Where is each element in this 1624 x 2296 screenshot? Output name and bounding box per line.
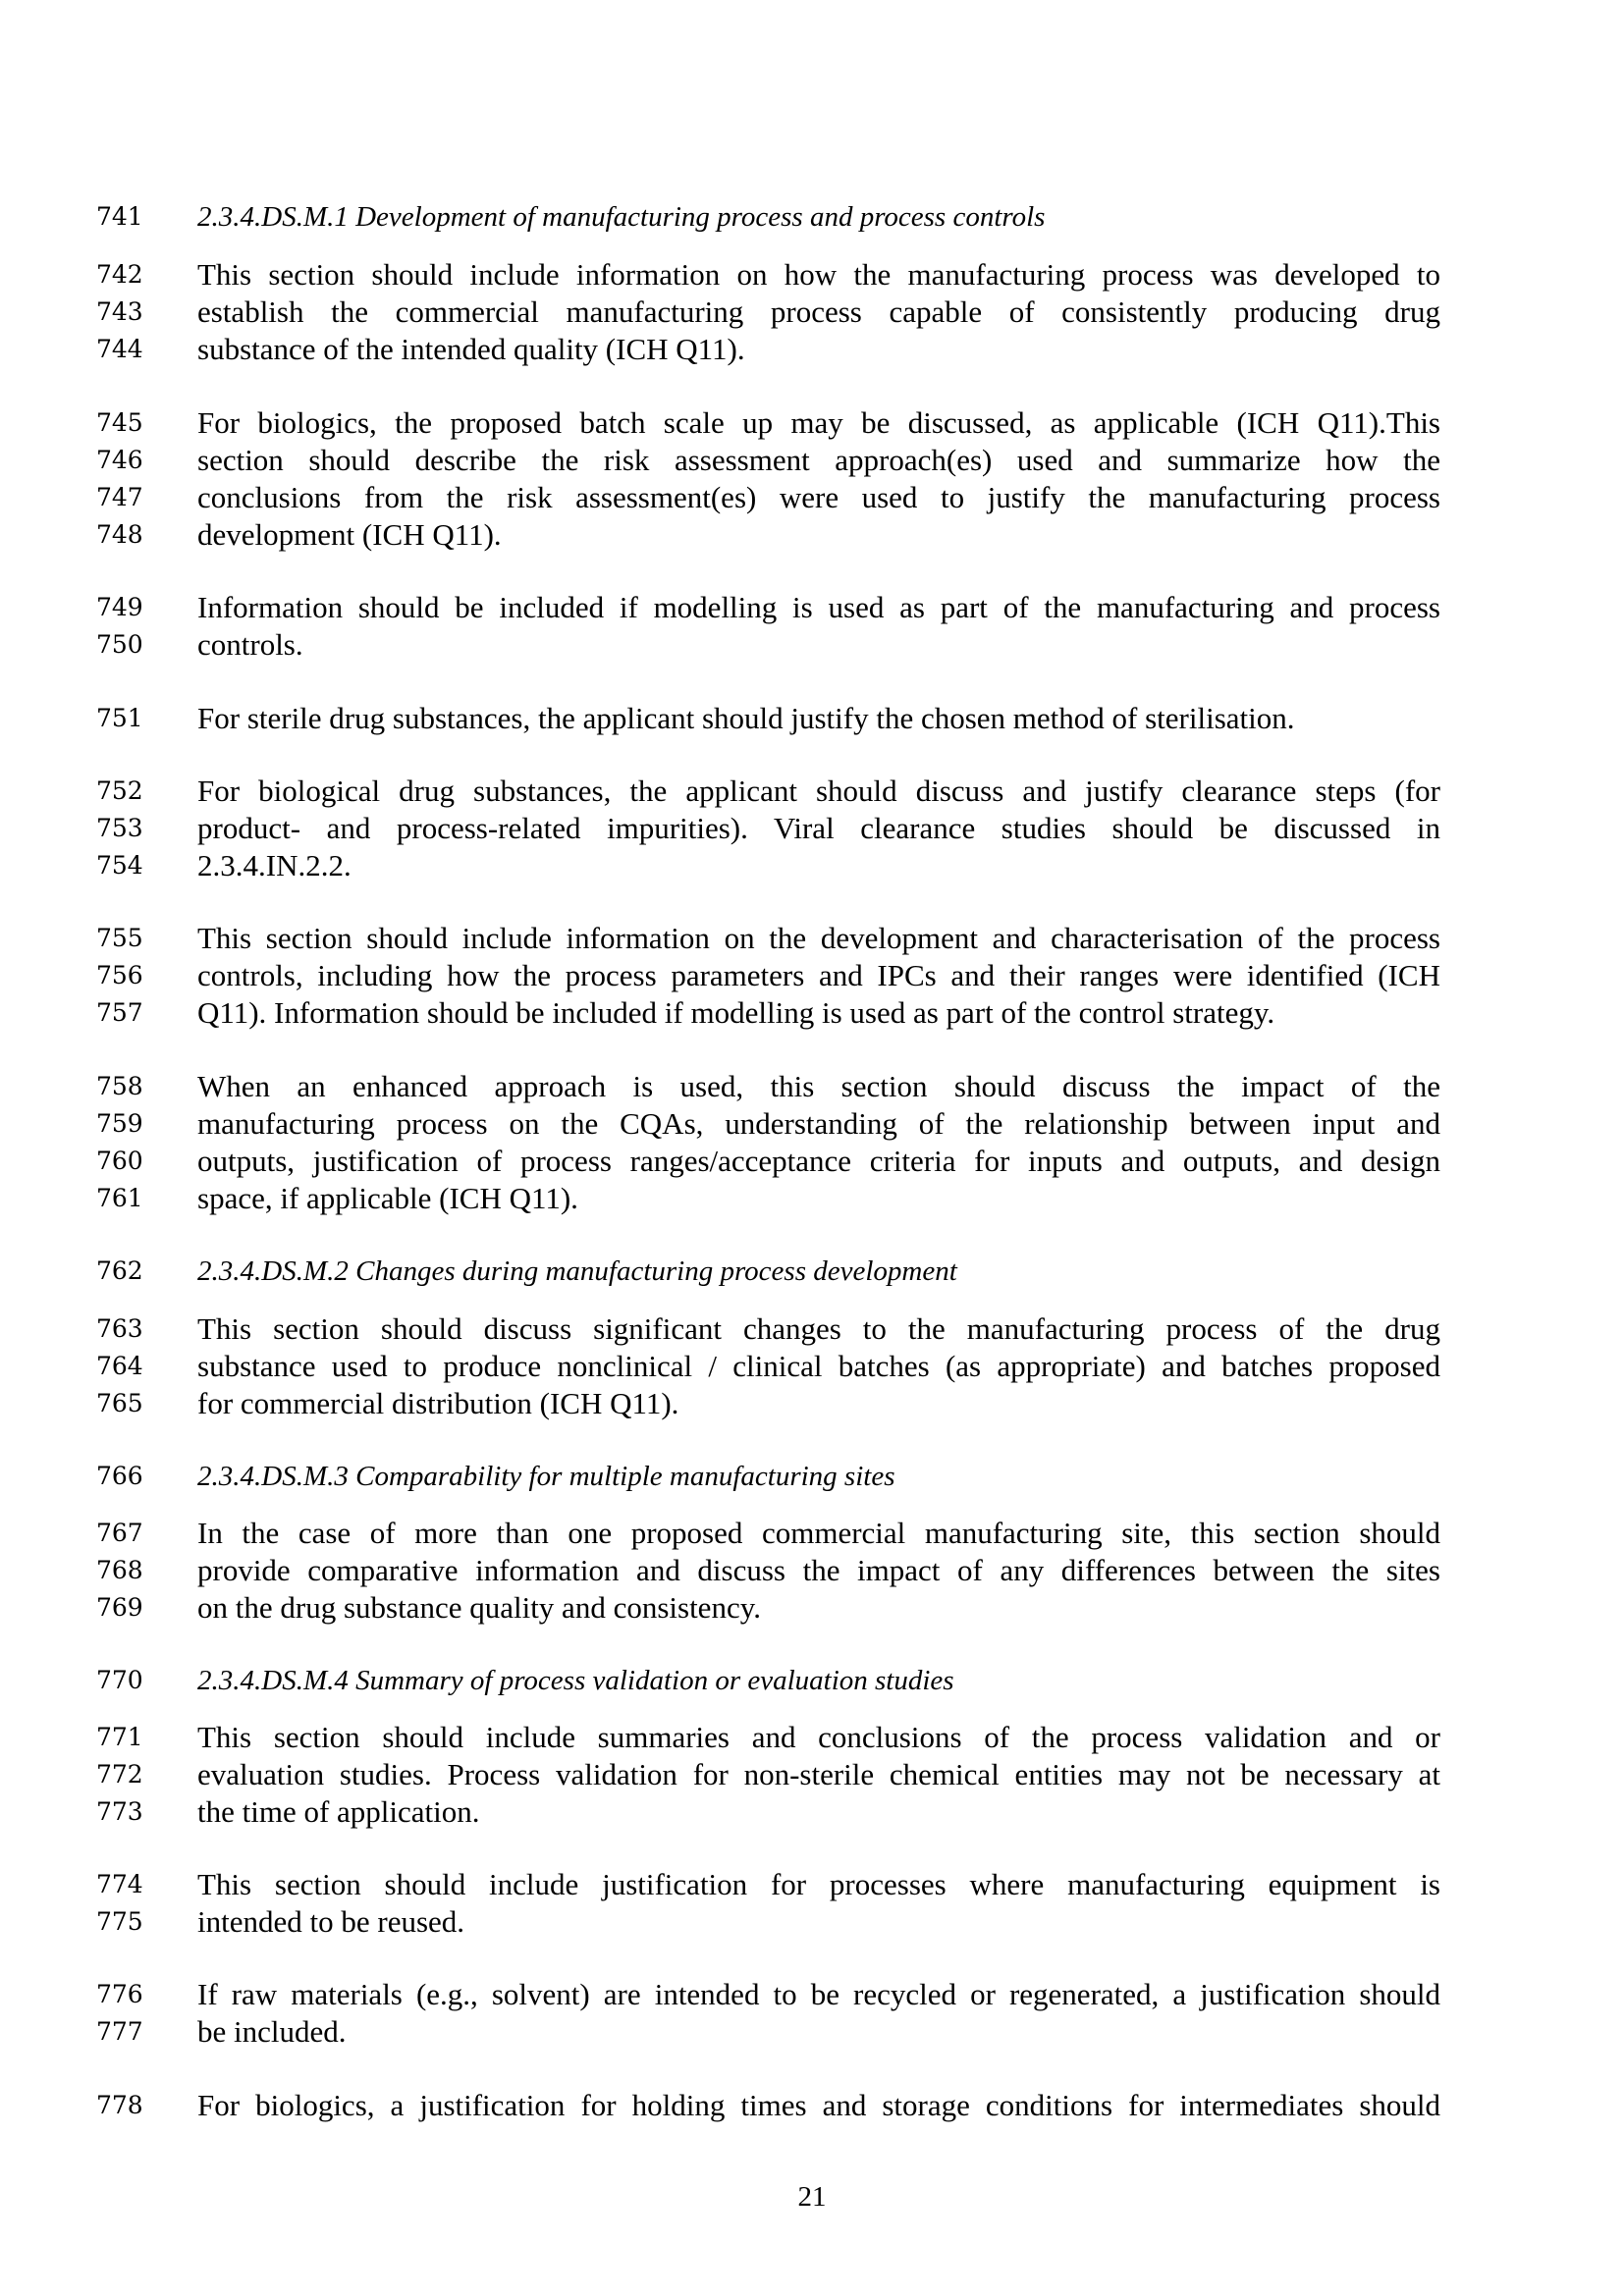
- line-number: 750: [96, 630, 143, 659]
- text-line: [0, 1310, 1624, 1348]
- paragraph-text: In the case of more than one proposed commercial manufacturing site, this section should: [197, 1516, 1440, 1550]
- line-number: 752: [96, 776, 143, 805]
- paragraph-text: outputs, justification of process ranges/acceptance criteria for inputs and outputs, and design: [197, 1144, 1440, 1178]
- paragraph-text: For sterile drug substances, the applicant should justify the chosen method of sterilisation.: [197, 701, 1295, 735]
- text-line: [0, 1866, 1624, 1903]
- paragraph-text: 2.3.4.IN.2.2.: [197, 848, 352, 882]
- text-line: [0, 294, 1624, 331]
- paragraph-text: establish the commercial manufacturing process capable of consistently producing drug: [197, 294, 1440, 329]
- text-line: [0, 920, 1624, 957]
- line-number: 744: [96, 335, 143, 363]
- paragraph-text: This section should include summaries and conclusions of the process validation and or: [197, 1720, 1440, 1754]
- line-number: 766: [96, 1462, 143, 1490]
- line-number: 772: [96, 1760, 143, 1789]
- paragraph-text: This section should include justification for processes where manufacturing equipment is: [197, 1867, 1440, 1901]
- paragraph-text: controls.: [197, 627, 303, 662]
- line-number: 778: [96, 2091, 143, 2119]
- text-line: [0, 1793, 1624, 1831]
- line-number: 768: [96, 1556, 143, 1584]
- text-line: [0, 442, 1624, 479]
- line-number: 761: [96, 1184, 143, 1212]
- paragraph-text: If raw materials (e.g., solvent) are intended to be recycled or regenerated, a justification should: [197, 1977, 1440, 2011]
- paragraph-text: This section should include information on how the manufacturing process was developed to: [197, 257, 1440, 292]
- section-heading-line: [0, 198, 1624, 236]
- text-line: [0, 404, 1624, 442]
- text-line: [0, 479, 1624, 516]
- line-number: 755: [96, 924, 143, 952]
- text-line: [0, 2013, 1624, 2051]
- text-line: [0, 256, 1624, 294]
- line-number: 747: [96, 483, 143, 511]
- paragraph-text: For biologics, a justification for holding times and storage conditions for intermediates should: [197, 2088, 1440, 2122]
- text-line: [0, 1348, 1624, 1385]
- line-number: 756: [96, 961, 143, 989]
- line-number: 764: [96, 1352, 143, 1380]
- paragraph-text: intended to be reused.: [197, 1904, 465, 1939]
- line-number: 743: [96, 297, 143, 326]
- section-heading: 2.3.4.DS.M.4 Summary of process validation or evaluation studies: [197, 1665, 954, 1696]
- paragraph-text: section should describe the risk assessment approach(es) used and summarize how the: [197, 443, 1440, 477]
- section-heading-line: [0, 1458, 1624, 1495]
- line-number: 762: [96, 1256, 143, 1285]
- text-line: [0, 1180, 1624, 1217]
- paragraph-text: provide comparative information and discuss the impact of any differences between the sites: [197, 1553, 1440, 1587]
- section-heading: 2.3.4.DS.M.3 Comparability for multiple manufacturing sites: [197, 1461, 895, 1492]
- line-number: 748: [96, 520, 143, 549]
- text-line: [0, 1976, 1624, 2013]
- line-number: 777: [96, 2017, 143, 2046]
- text-line: [0, 773, 1624, 810]
- line-number: 773: [96, 1797, 143, 1826]
- text-line: [0, 1068, 1624, 1105]
- paragraph-text: This section should include information on the development and characterisation of the process: [197, 921, 1440, 955]
- line-number: 771: [96, 1723, 143, 1751]
- paragraph-text: on the drug substance quality and consistency.: [197, 1590, 761, 1625]
- text-line: [0, 1552, 1624, 1589]
- line-number: 751: [96, 704, 143, 732]
- paragraph-text: for commercial distribution (ICH Q11).: [197, 1386, 679, 1420]
- line-number: 770: [96, 1666, 143, 1694]
- paragraph-text: When an enhanced approach is used, this section should discuss the impact of the: [197, 1069, 1440, 1103]
- line-number: 745: [96, 408, 143, 437]
- line-number: 749: [96, 593, 143, 621]
- text-line: [0, 626, 1624, 664]
- line-number: 776: [96, 1980, 143, 2008]
- text-line: [0, 1903, 1624, 1941]
- text-line: [0, 957, 1624, 994]
- paragraph-text: be included.: [197, 2014, 347, 2049]
- paragraph-text: substance used to produce nonclinical / clinical batches (as appropriate) and batches proposed: [197, 1349, 1440, 1383]
- line-number: 760: [96, 1147, 143, 1175]
- text-line: [0, 1589, 1624, 1627]
- paragraph-text: conclusions from the risk assessment(es) were used to justify the manufacturing process: [197, 480, 1440, 514]
- paragraph-text: For biologics, the proposed batch scale up may be discussed, as applicable (ICH Q11).This: [197, 405, 1440, 440]
- paragraph-text: Information should be included if modelling is used as part of the manufacturing and process: [197, 590, 1440, 624]
- line-number: 775: [96, 1907, 143, 1936]
- paragraph-text: space, if applicable (ICH Q11).: [197, 1181, 578, 1215]
- paragraph-text: the time of application.: [197, 1794, 480, 1829]
- text-line: [0, 2087, 1624, 2124]
- section-heading: 2.3.4.DS.M.2 Changes during manufacturing process development: [197, 1255, 957, 1287]
- text-line: [0, 700, 1624, 737]
- text-line: [0, 1143, 1624, 1180]
- line-number: 742: [96, 260, 143, 289]
- text-line: [0, 1719, 1624, 1756]
- text-line: [0, 331, 1624, 368]
- text-line: [0, 1515, 1624, 1552]
- text-line: [0, 516, 1624, 554]
- paragraph-text: Q11). Information should be included if modelling is used as part of the control strategy.: [197, 995, 1275, 1030]
- paragraph-text: For biological drug substances, the applicant should discuss and justify clearance steps (for: [197, 774, 1440, 808]
- paragraph-text: development (ICH Q11).: [197, 517, 502, 552]
- text-line: [0, 994, 1624, 1032]
- page-number: 21: [797, 2181, 827, 2213]
- text-line: [0, 810, 1624, 847]
- line-number: 774: [96, 1870, 143, 1898]
- line-number: 746: [96, 446, 143, 474]
- line-number: 753: [96, 814, 143, 842]
- paragraph-text: manufacturing process on the CQAs, understanding of the relationship between input and: [197, 1106, 1440, 1141]
- line-number: 741: [96, 202, 143, 231]
- line-number: 769: [96, 1593, 143, 1622]
- line-number: 757: [96, 998, 143, 1027]
- text-line: [0, 1105, 1624, 1143]
- text-line: [0, 1756, 1624, 1793]
- line-number: 758: [96, 1072, 143, 1100]
- paragraph-text: substance of the intended quality (ICH Q11).: [197, 332, 745, 366]
- paragraph-text: product- and process-related impurities). Viral clearance studies should be discussed in: [197, 811, 1440, 845]
- line-number: 767: [96, 1519, 143, 1547]
- text-line: [0, 847, 1624, 884]
- line-number: 759: [96, 1109, 143, 1138]
- section-heading-line: [0, 1662, 1624, 1699]
- line-number: 763: [96, 1314, 143, 1343]
- text-line: [0, 1385, 1624, 1422]
- line-number: 754: [96, 851, 143, 880]
- line-number: 765: [96, 1389, 143, 1417]
- paragraph-text: controls, including how the process parameters and IPCs and their ranges were identified (ICH: [197, 958, 1440, 992]
- text-line: [0, 589, 1624, 626]
- section-heading-line: [0, 1253, 1624, 1290]
- paragraph-text: evaluation studies. Process validation for non-sterile chemical entities may not be necessary at: [197, 1757, 1440, 1791]
- section-heading: 2.3.4.DS.M.1 Development of manufacturing process and process controls: [197, 201, 1046, 233]
- paragraph-text: This section should discuss significant changes to the manufacturing process of the drug: [197, 1311, 1440, 1346]
